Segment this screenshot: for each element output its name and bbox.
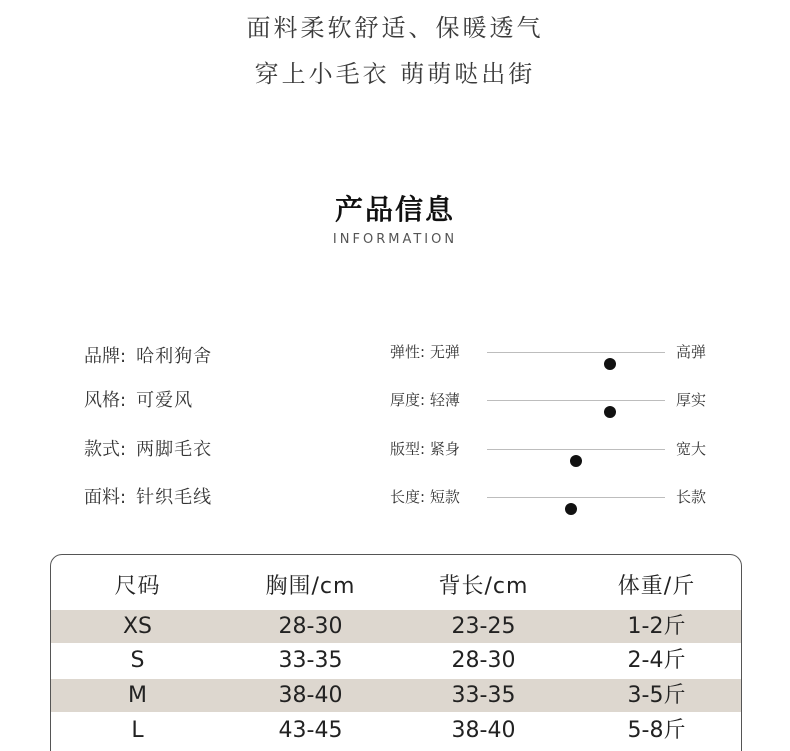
slider-low-label: 版型: 紧身 — [390, 440, 460, 458]
table-row — [51, 610, 742, 643]
slider-marker — [570, 455, 582, 467]
spec-key: 面料: — [84, 487, 127, 508]
table-cell: 2-4斤 — [627, 648, 686, 673]
slider-high-label: 宽大 — [676, 440, 707, 458]
table-cell: 1-2斤 — [627, 614, 686, 639]
table-header-chest: 胸围/cm — [265, 574, 356, 599]
slider-high-label: 长款 — [676, 488, 707, 506]
table-cell: 23-25 — [451, 614, 516, 639]
spec-type — [84, 435, 212, 461]
slider-fit — [390, 438, 720, 462]
tagline-2: 穿上小毛衣 萌萌哒出街 — [254, 60, 536, 88]
section-title: 产品信息 — [334, 193, 455, 226]
table-cell: M — [128, 683, 147, 708]
table-header-back-length: 背长/cm — [438, 574, 529, 599]
table-row — [51, 714, 742, 747]
table-cell: 28-30 — [278, 614, 343, 639]
spec-style — [84, 386, 193, 412]
size-table — [50, 554, 742, 751]
slider-high-label: 厚实 — [676, 391, 707, 409]
slider-length — [390, 486, 720, 510]
spec-brand — [84, 342, 212, 368]
slider-track — [487, 449, 665, 450]
spec-value: 可爱风 — [136, 390, 194, 411]
slider-elasticity — [390, 341, 720, 365]
table-header-size: 尺码 — [114, 574, 161, 599]
table-cell: 38-40 — [278, 683, 343, 708]
table-cell: S — [130, 648, 145, 673]
table-cell: 33-35 — [278, 648, 343, 673]
slider-thickness — [390, 389, 720, 413]
slider-track — [487, 352, 665, 353]
table-cell: L — [131, 718, 144, 743]
slider-low-label: 厚度: 轻薄 — [390, 391, 460, 409]
table-cell: XS — [122, 614, 153, 639]
spec-value: 两脚毛衣 — [136, 439, 213, 460]
slider-low-label: 弹性: 无弹 — [390, 343, 460, 361]
table-cell: 28-30 — [451, 648, 516, 673]
table-cell: 38-40 — [451, 718, 516, 743]
slider-low-label: 长度: 短款 — [390, 488, 460, 506]
section-subtitle: INFORMATION — [332, 232, 458, 247]
spec-key: 款式: — [84, 439, 127, 460]
table-header-row — [51, 569, 742, 605]
table-cell: 3-5斤 — [627, 683, 686, 708]
slider-marker — [604, 406, 616, 418]
tagline-1: 面料柔软舒适、保暖透气 — [246, 14, 544, 42]
table-cell: 33-35 — [451, 683, 516, 708]
slider-track — [487, 497, 665, 498]
table-cell: 43-45 — [278, 718, 343, 743]
spec-fabric — [84, 483, 212, 509]
spec-key: 品牌: — [84, 346, 127, 367]
spec-value: 针织毛线 — [136, 487, 213, 508]
slider-marker — [604, 358, 616, 370]
table-row — [51, 644, 742, 677]
spec-value: 哈利狗舍 — [136, 346, 213, 367]
table-row — [51, 679, 742, 712]
slider-track — [487, 400, 665, 401]
table-header-weight: 体重/斤 — [617, 574, 696, 599]
spec-key: 风格: — [84, 390, 127, 411]
slider-marker — [565, 503, 577, 515]
slider-high-label: 高弹 — [676, 343, 707, 361]
table-cell: 5-8斤 — [627, 718, 686, 743]
